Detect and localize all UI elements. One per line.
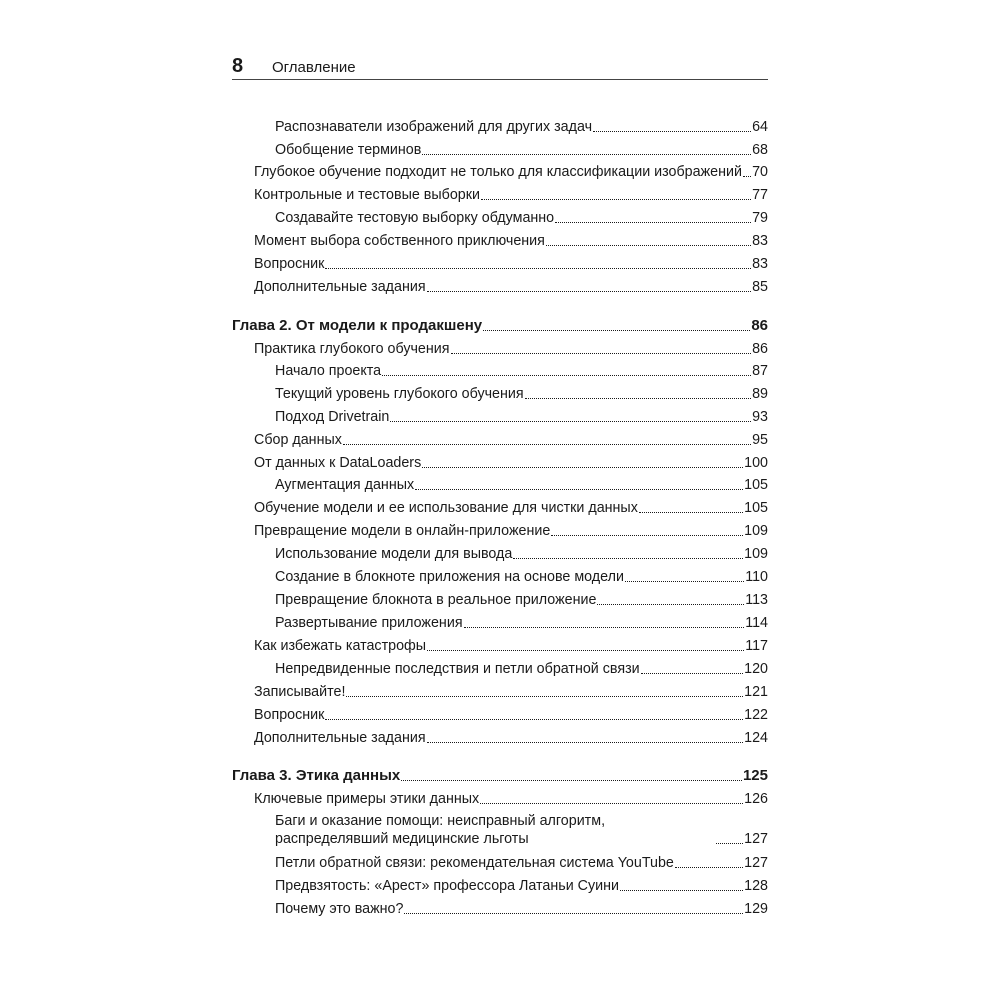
toc-entry[interactable]: Начало проекта 87 [275, 363, 768, 379]
toc-entry[interactable]: Развертывание приложения 114 [275, 615, 768, 631]
leader-dots [597, 604, 744, 605]
toc-entry[interactable]: Записывайте! 121 [254, 684, 768, 700]
leader-dots [415, 489, 743, 490]
leader-dots [716, 843, 743, 844]
toc-entry[interactable]: Текущий уровень глубокого обучения 89 [275, 386, 768, 402]
leader-dots [427, 742, 744, 743]
toc-entry[interactable]: Сбор данных 95 [254, 432, 768, 448]
toc-entry[interactable]: Использование модели для вывода 109 [275, 546, 768, 562]
leader-dots [481, 199, 751, 200]
toc-entry[interactable]: Создание в блокноте приложения на основе модели 110 [275, 569, 768, 585]
toc-entry[interactable]: Вопросник 83 [254, 256, 768, 272]
leader-dots [480, 803, 743, 804]
leader-dots [620, 890, 743, 891]
toc-entry[interactable]: Предвзятость: «Арест» профессора Латаньи Суини 128 [275, 878, 768, 894]
leader-dots [551, 535, 743, 536]
toc-entry[interactable]: От данных к DataLoaders 100 [254, 455, 768, 471]
leader-dots [639, 512, 743, 513]
running-title: Оглавление [272, 59, 356, 76]
leader-dots [555, 222, 751, 223]
leader-dots [382, 375, 751, 376]
leader-dots [390, 421, 751, 422]
leader-dots [422, 467, 743, 468]
toc-entry[interactable]: Превращение блокнота в реальное приложение 113 [275, 592, 768, 608]
toc-entry[interactable]: Обобщение терминов 68 [275, 142, 768, 158]
leader-dots [401, 780, 742, 781]
leader-dots [483, 330, 750, 331]
leader-dots [675, 867, 743, 868]
leader-dots [404, 913, 743, 914]
toc-entry[interactable]: Контрольные и тестовые выборки 77 [254, 187, 768, 203]
leader-dots [625, 581, 744, 582]
toc-entry[interactable]: Обучение модели и ее использование для чистки данных 105 [254, 500, 768, 516]
toc-entry[interactable]: Вопросник 122 [254, 707, 768, 723]
leader-dots [422, 154, 751, 155]
toc-entry[interactable]: Момент выбора собственного приключения 83 [254, 233, 768, 249]
leader-dots [343, 444, 751, 445]
leader-dots [451, 353, 752, 354]
leader-dots [346, 696, 743, 697]
toc-entry[interactable]: Почему это важно? 129 [275, 901, 768, 917]
toc-entry[interactable]: Дополнительные задания 85 [254, 279, 768, 295]
toc-entry[interactable]: Подход Drivetrain 93 [275, 409, 768, 425]
toc-entry[interactable]: Ключевые примеры этики данных 126 [254, 791, 768, 807]
leader-dots [325, 268, 751, 269]
toc-entry[interactable]: Практика глубокого обучения 86 [254, 341, 768, 357]
leader-dots [641, 673, 744, 674]
toc-chapter-entry[interactable]: Глава 2. От модели к продакшену 86 [232, 317, 768, 334]
page-number: 8 [232, 55, 244, 77]
toc-chapter-entry[interactable]: Глава 3. Этика данных 125 [232, 767, 768, 784]
toc-entry[interactable]: Баги и оказание помощи: неисправный алгоритм, распределявший медицинские льготы 127 [275, 813, 768, 847]
leader-dots [427, 650, 744, 651]
leader-dots [464, 627, 745, 628]
toc-entry[interactable]: Непредвиденные последствия и петли обратной связи 120 [275, 661, 768, 677]
toc-entry[interactable]: Как избежать катастрофы 117 [254, 638, 768, 654]
toc-entry[interactable]: Создавайте тестовую выборку обдуманно 79 [275, 210, 768, 226]
leader-dots [546, 245, 751, 246]
toc-entry[interactable]: Дополнительные задания 124 [254, 730, 768, 746]
toc-entry[interactable]: Петли обратной связи: рекомендательная система YouTube 127 [275, 855, 768, 871]
leader-dots [427, 291, 752, 292]
toc-entry[interactable]: Глубокое обучение подходит не только для классификации изображений 70 [254, 164, 768, 180]
leader-dots [513, 558, 743, 559]
leader-dots [525, 398, 751, 399]
toc-entry[interactable]: Распознаватели изображений для других задач 64 [275, 119, 768, 135]
leader-dots [325, 719, 743, 720]
leader-dots [593, 131, 751, 132]
toc-entry[interactable]: Превращение модели в онлайн-приложение 109 [254, 523, 768, 539]
toc-entry[interactable]: Аугментация данных 105 [275, 477, 768, 493]
leader-dots [743, 176, 751, 177]
